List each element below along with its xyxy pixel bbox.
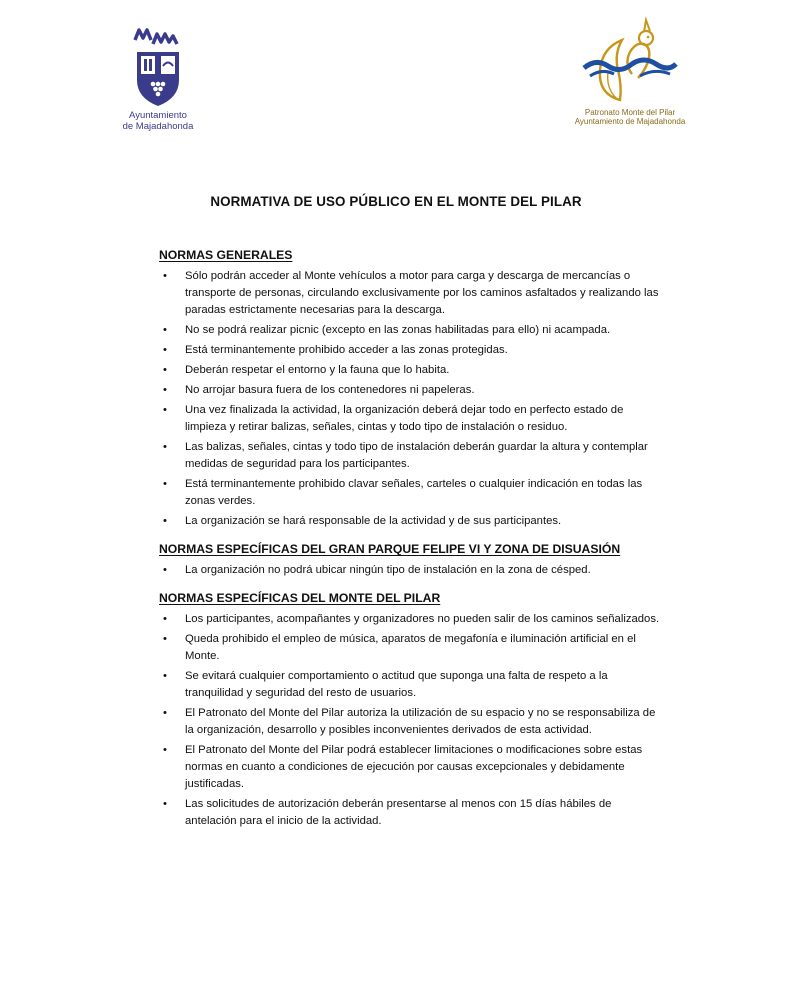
- left-logo-line1: Ayuntamiento: [129, 110, 187, 121]
- bullet: •: [163, 441, 167, 453]
- list-item: [159, 402, 664, 436]
- list-item: [159, 362, 664, 379]
- bullet: •: [163, 478, 167, 490]
- list-item-text: El Patronato del Monte del Pilar autoriza la utilización de su espacio y no se responsabiliza de la organización, desarrollo y posibles inconvenientes derivados de esta actividad.: [185, 707, 656, 736]
- list-item: [159, 668, 664, 702]
- list-item: [159, 322, 664, 339]
- monte-del-pilar-squirrel-icon: [580, 14, 680, 106]
- section-heading: NORMAS GENERALES: [159, 248, 293, 262]
- list-item-text: Se evitará cualquier comportamiento o actitud que suponga una falta de respeto a la tranquilidad y seguridad del resto de usuarios.: [185, 670, 608, 699]
- section-gran-parque-felipe-vi: [159, 542, 664, 579]
- bullet: •: [163, 670, 167, 682]
- section-heading: NORMAS ESPECÍFICAS DEL GRAN PARQUE FELIPE VI Y ZONA DE DISUASIÓN: [159, 542, 621, 556]
- list-item-text: Las balizas, señales, cintas y todo tipo de instalación deberán guardar la altura y contemplar medidas de seguridad para los participantes.: [185, 441, 648, 470]
- list-item-text: Sólo podrán acceder al Monte vehículos a motor para carga y descarga de mercancías o transporte de personas, circulando exclusivamente por los caminos asfaltados y realizando las paradas estrictamente necesarias para la descarga.: [185, 270, 659, 316]
- list-item-text: Una vez finalizada la actividad, la organización deberá dejar todo en perfecto estado de limpieza y retirar balizas, señales, cintas y todo tipo de instalación o residuo.: [185, 404, 624, 433]
- list-item-text: Deberán respetar el entorno y la fauna que lo habita.: [185, 364, 450, 376]
- majadahonda-coat-of-arms-icon: [131, 26, 185, 106]
- list-item: [159, 476, 664, 510]
- rules-list: [159, 268, 664, 530]
- rules-list: [159, 562, 664, 579]
- bullet: •: [163, 344, 167, 356]
- list-item: [159, 382, 664, 399]
- list-item: [159, 611, 664, 628]
- majadahonda-logo: [112, 26, 204, 132]
- section-normas-generales: [159, 248, 664, 530]
- list-item-text: El Patronato del Monte del Pilar podrá establecer limitaciones o modificaciones sobre estas normas en cuanto a condiciones de ejecución por causas excepcionales y debidamente justificadas.: [185, 744, 643, 790]
- list-item-text: La organización no podrá ubicar ningún tipo de instalación en la zona de césped.: [185, 564, 591, 576]
- bullet: •: [163, 564, 167, 576]
- bullet: •: [163, 515, 167, 527]
- list-item-text: No arrojar basura fuera de los contenedores ni papeleras.: [185, 384, 475, 396]
- list-item-text: No se podrá realizar picnic (excepto en las zonas habilitadas para ello) ni acampada.: [185, 324, 611, 336]
- bullet: •: [163, 707, 167, 719]
- list-item-text: Está terminantemente prohibido clavar señales, carteles o cualquier indicación en todas las zonas verdes.: [185, 478, 643, 507]
- document-title: NORMATIVA DE USO PÚBLICO EN EL MONTE DEL PILAR: [210, 194, 582, 209]
- list-item: [159, 513, 664, 530]
- bullet: •: [163, 270, 167, 282]
- left-logo-line2: de Majadahonda: [122, 121, 194, 132]
- list-item-text: Queda prohibido el empleo de música, aparatos de megafonía e iluminación artificial en el Monte.: [185, 633, 636, 662]
- monte-del-pilar-logo: [560, 14, 700, 126]
- list-item-text: Los participantes, acompañantes y organizadores no pueden salir de los caminos señalizados.: [185, 613, 660, 625]
- list-item: [159, 742, 664, 793]
- right-logo-line1: Patronato Monte del Pilar: [584, 108, 676, 117]
- document-body: [159, 248, 664, 842]
- section-heading: NORMAS ESPECÍFICAS DEL MONTE DEL PILAR: [159, 591, 441, 605]
- list-item-text: Está terminantemente prohibido acceder a las zonas protegidas.: [185, 344, 508, 356]
- list-item: [159, 342, 664, 359]
- list-item: [159, 439, 664, 473]
- list-item: [159, 796, 664, 830]
- rules-list: [159, 611, 664, 830]
- list-item: [159, 631, 664, 665]
- bullet: •: [163, 613, 167, 625]
- bullet: •: [163, 364, 167, 376]
- bullet: •: [163, 798, 167, 810]
- list-item-text: La organización se hará responsable de la actividad y de sus participantes.: [185, 515, 562, 527]
- list-item: [159, 705, 664, 739]
- bullet: •: [163, 404, 167, 416]
- right-logo-line2: Ayuntamiento de Majadahonda: [574, 117, 686, 126]
- list-item-text: Las solicitudes de autorización deberán presentarse al menos con 15 días hábiles de antelación para el inicio de la actividad.: [185, 798, 612, 827]
- section-monte-del-pilar: [159, 591, 664, 830]
- bullet: •: [163, 324, 167, 336]
- list-item: [159, 562, 664, 579]
- bullet: •: [163, 384, 167, 396]
- bullet: •: [163, 633, 167, 645]
- bullet: •: [163, 744, 167, 756]
- list-item: [159, 268, 664, 319]
